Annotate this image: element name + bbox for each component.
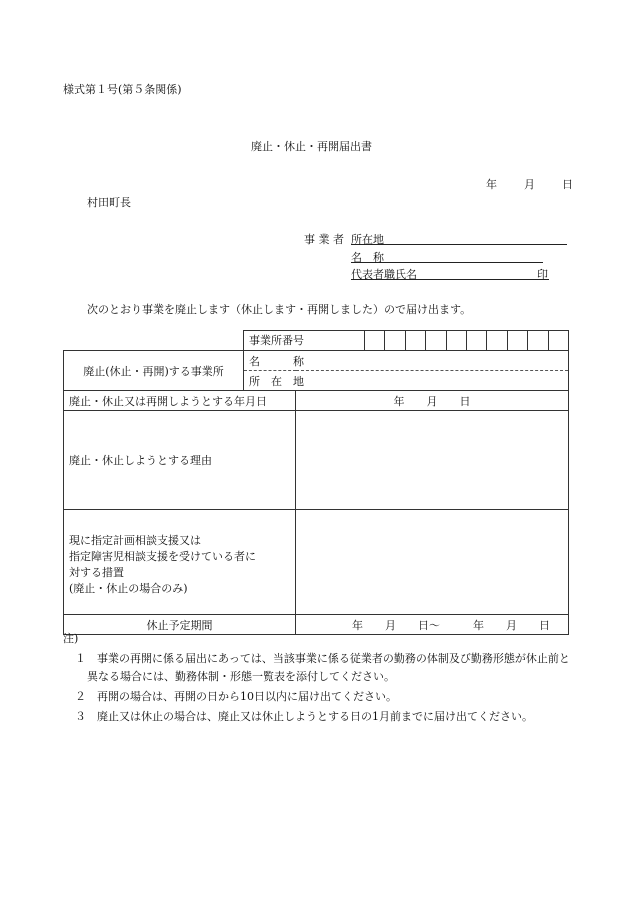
measures-value [296,510,569,615]
measures-line: 現に指定計画相談支援又は [69,534,201,547]
reason-value [296,411,569,510]
seal-mark: 印 [537,268,548,281]
applicant-address-field [351,231,567,245]
period-value: 年 月 日〜 年 月 日 [296,615,569,635]
date-line [486,176,573,192]
office-name-label: 名 称 [244,351,569,371]
measures-line: (廃止・休止の場合のみ) [69,582,188,595]
reason-label: 廃止・休止しようとする理由 [64,411,296,510]
table-row-office-number [64,331,569,351]
blank-cell [64,331,244,351]
office-number-box [425,331,445,350]
date-year: 年 [486,178,497,191]
applicant-address-label: 所在地 [351,233,384,246]
addressee: 村田町長 [87,196,131,209]
note-item: ２ 再開の場合は、再開の日から10日以内に届け出てください。 [75,690,397,703]
office-number-box [446,331,466,350]
date-row-label: 廃止・休止又は再開しようとする年月日 [64,391,296,411]
office-number-box [527,331,547,350]
applicant-name-label: 名 称 [351,251,384,264]
measures-line: 対する措置 [69,566,124,579]
table-row-measures [64,510,569,615]
period-label: 休止予定期間 [64,615,296,635]
note-item: ３ 廃止又は休止の場合は、廃止又は休止しようとする日の1月前までに届け出てください。 [75,710,533,723]
office-number-box [486,331,506,350]
applicant-heading: 事 業 者 [304,233,344,246]
applicant-representative-label: 代表者職氏名 [351,268,417,281]
office-number-boxes [364,331,568,350]
office-address-label: 所 在 地 [244,371,569,391]
office-number-label: 事業所番号 [249,334,304,347]
office-number-box [548,331,568,350]
notes-heading: 注) [63,632,79,645]
applicant-name-field [351,249,543,263]
form-number: 様式第１号(第５条関係) [63,83,182,96]
table-row-reason [64,411,569,510]
date-row-value: 年 月 日 [296,391,569,411]
office-number-box [384,331,404,350]
date-day: 日 [562,178,573,191]
office-number-box [507,331,527,350]
intro-text: 次のとおり事業を廃止します（休止します・再開しました）ので届け出ます。 [87,303,472,316]
measures-line: 指定障害児相談支援を受けている者に [69,550,256,563]
notification-table [63,330,569,635]
applicant-representative-field [351,266,549,280]
office-number-box [405,331,425,350]
table-row-date [64,391,569,411]
date-month: 月 [524,178,535,191]
measures-label [64,510,296,615]
office-number-cell [244,331,569,351]
office-number-box [364,331,384,350]
note-item: １ 事業の再開に係る届出にあっては、当該事業に係る従業者の勤務の体制及び勤務形態が休止前と異なる場合には、勤務体制・形態一覧表を添付してください。 [75,652,570,683]
notes-section [63,630,573,726]
table-row-office-name [64,351,569,371]
office-label: 廃止(休止・再開)する事業所 [64,351,244,391]
office-number-box [466,331,486,350]
form-title: 廃止・休止・再開届出書 [251,140,372,153]
